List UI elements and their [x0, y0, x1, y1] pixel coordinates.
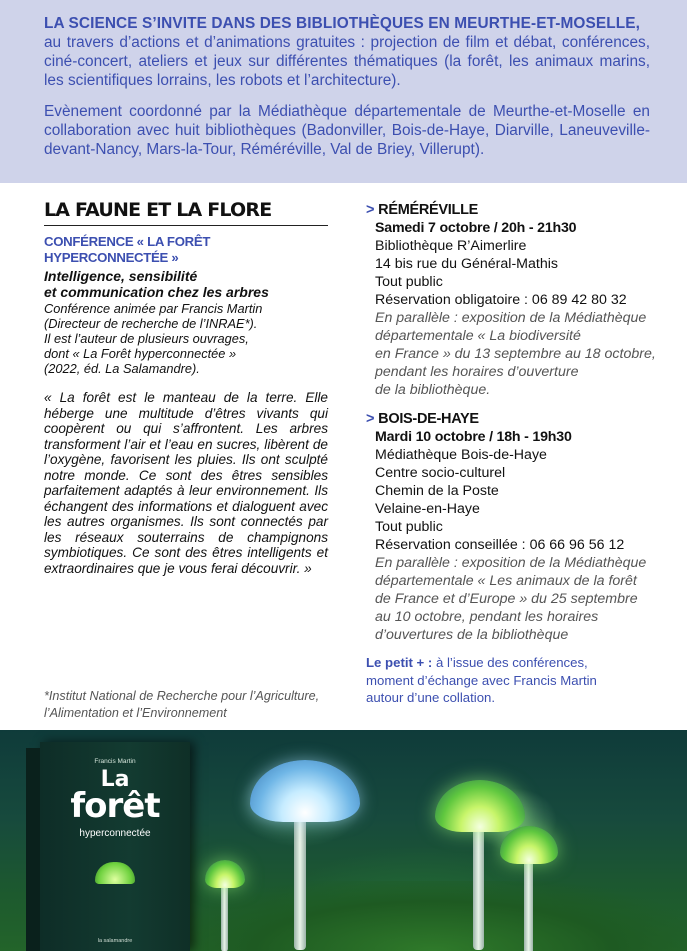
event-line: Tout public [375, 519, 443, 535]
petit-label: Le petit + : [366, 655, 433, 670]
mushroom-stem [473, 820, 484, 950]
note-line: départementale « Les animaux de la forêt [375, 573, 637, 589]
subtitle-line: et communication chez les arbres [44, 284, 269, 300]
mushroom-cap [250, 760, 360, 822]
intro-title: LA SCIENCE S’INVITE DANS DES BIBLIOTHÈQUES EN MEURTHE-ET-MOSELLE, [44, 15, 640, 32]
note-line: de la bibliothèque. [375, 382, 491, 398]
event-line: 14 bis rue du Général-Mathis [375, 256, 558, 272]
footnote [44, 688, 334, 722]
event-phone: Réservation obligatoire : 06 89 42 80 32 [375, 292, 627, 308]
chevron-right-icon: > [366, 411, 375, 427]
mushroom-stem [294, 810, 306, 950]
mushroom-stem [524, 856, 533, 951]
petit-text: à l’issue des conférences, [432, 655, 588, 670]
event-place-name: BOIS-DE-HAYE [378, 411, 479, 427]
event-place-name: RÉMÉRÉVILLE [378, 202, 478, 218]
event-place [366, 202, 666, 219]
book-title-hyper: hyperconnectée [79, 828, 151, 839]
note-line: en France » du 13 septembre au 18 octobre, [375, 346, 656, 362]
description-line: Conférence animée par Francis Martin [44, 301, 263, 316]
subtitle-line: Intelligence, sensibilité [44, 268, 198, 284]
event-line: Velaine-en-Haye [375, 501, 480, 517]
book-title-foret: forêt [70, 786, 160, 826]
book-publisher: la salamandre [97, 938, 133, 944]
description-line: (2022, éd. La Salamandre). [44, 361, 200, 376]
note-line: En parallèle : exposition de la Médiathèque [375, 555, 647, 571]
event-note [375, 554, 666, 644]
petit-plus [366, 654, 666, 707]
footnote-line: *Institut National de Recherche pour l’Agriculture, [44, 689, 320, 703]
intro-paragraph-1 [44, 14, 650, 90]
mushroom-cap [435, 780, 525, 832]
moss-ground [180, 881, 687, 951]
description-line: (Directeur de recherche de l’INRAE*). [44, 316, 258, 331]
event-note [375, 309, 666, 399]
author-quote: « La forêt est le manteau de la terre. Elle héberge une multitude d’êtres vivants qui coopèrent ou qui s’affrontent. Les arbres transforment l’air et l’eau en sucres, libèrent de l’oxygène, favorisent les pluies. Ils ont sculpté notre monde. Ce sont des êtres sensibles parfaitement adaptés à leur environnement. Ils échangent des informations et dialoguent avec les autres organismes. Ils sont connectés par les réseaux souterrains de champignons symbiotiques. Ce sont des êtres intelligents et extraordinaires que je vous ferai découvrir. » [44, 390, 328, 576]
event-line: Centre socio-culturel [375, 465, 506, 481]
note-line: de France et d’Europe » du 25 septembre [375, 591, 638, 607]
event-date: Mardi 10 octobre / 18h - 19h30 [375, 429, 572, 445]
conference-title: CONFÉRENCE « LA FORÊT HYPERCONNECTÉE » [44, 234, 211, 265]
event-remereville [366, 202, 666, 399]
note-line: En parallèle : exposition de la Médiathèque [375, 310, 647, 326]
event-line: Bibliothèque R’Aimerlire [375, 238, 527, 254]
note-line: pendant les horaires d’ouverture [375, 364, 579, 380]
footnote-line: l’Alimentation et l’Environnement [44, 706, 227, 720]
note-line: départementale « La biodiversité [375, 328, 581, 344]
event-details [375, 219, 666, 399]
note-line: au 10 octobre, pendant les horaires [375, 609, 599, 625]
mushroom-stem [221, 882, 228, 951]
intro-text-block [44, 14, 650, 159]
book-spine [26, 748, 40, 951]
intro-text-1: au travers d’actions et d’animations gratuites : projection de film et débat, conférences, ciné-concert, ateliers et jeux sur différentes thématiques (la forêt, les animaux marins, les scientifiques lorrains, les robots et l’architecture). [44, 34, 650, 89]
petit-line: moment d’échange avec Francis Martin [366, 672, 597, 688]
chevron-right-icon: > [366, 202, 375, 218]
book-title-la: La [100, 767, 130, 792]
intro-paragraph-2: Evènement coordonné par la Médiathèque départementale de Meurthe-et-Moselle en collaboration avec huit bibliothèques (Badonviller, Bois-de-Haye, Diarville, Laneuveville-devant-Nancy, Mars-la-Tour, Réméréville, Val de Briey, Villerupt). [44, 103, 650, 158]
book-cover [40, 742, 190, 951]
event-bois-de-haye [366, 411, 666, 644]
event-phone: Réservation conseillée : 06 66 96 56 12 [375, 537, 625, 553]
description-line: Il est l’auteur de plusieurs ouvrages, [44, 331, 249, 346]
event-details [375, 428, 666, 644]
section-title: LA FAUNE ET LA FLORE [44, 196, 328, 226]
book-author: Francis Martin [94, 758, 136, 765]
book-mushroom-image [95, 862, 135, 884]
mushroom-cap [500, 826, 558, 864]
event-date: Samedi 7 octobre / 20h - 21h30 [375, 220, 577, 236]
left-column [44, 196, 328, 576]
conference-description [44, 301, 328, 376]
event-line: Médiathèque Bois-de-Haye [375, 447, 547, 463]
intro-banner [0, 0, 687, 183]
description-line: dont « La Forêt hyperconnectée » [44, 346, 237, 361]
petit-line: autour d’une collation. [366, 690, 496, 705]
event-line: Chemin de la Poste [375, 483, 499, 499]
right-column [366, 202, 666, 707]
forest-photo [0, 730, 687, 951]
event-place [366, 411, 666, 428]
event-line: Tout public [375, 274, 443, 290]
note-line: d’ouvertures de la bibliothèque [375, 627, 569, 643]
petit-line [366, 654, 666, 672]
conference-subtitle [44, 268, 328, 300]
mushroom-cap [205, 860, 245, 888]
